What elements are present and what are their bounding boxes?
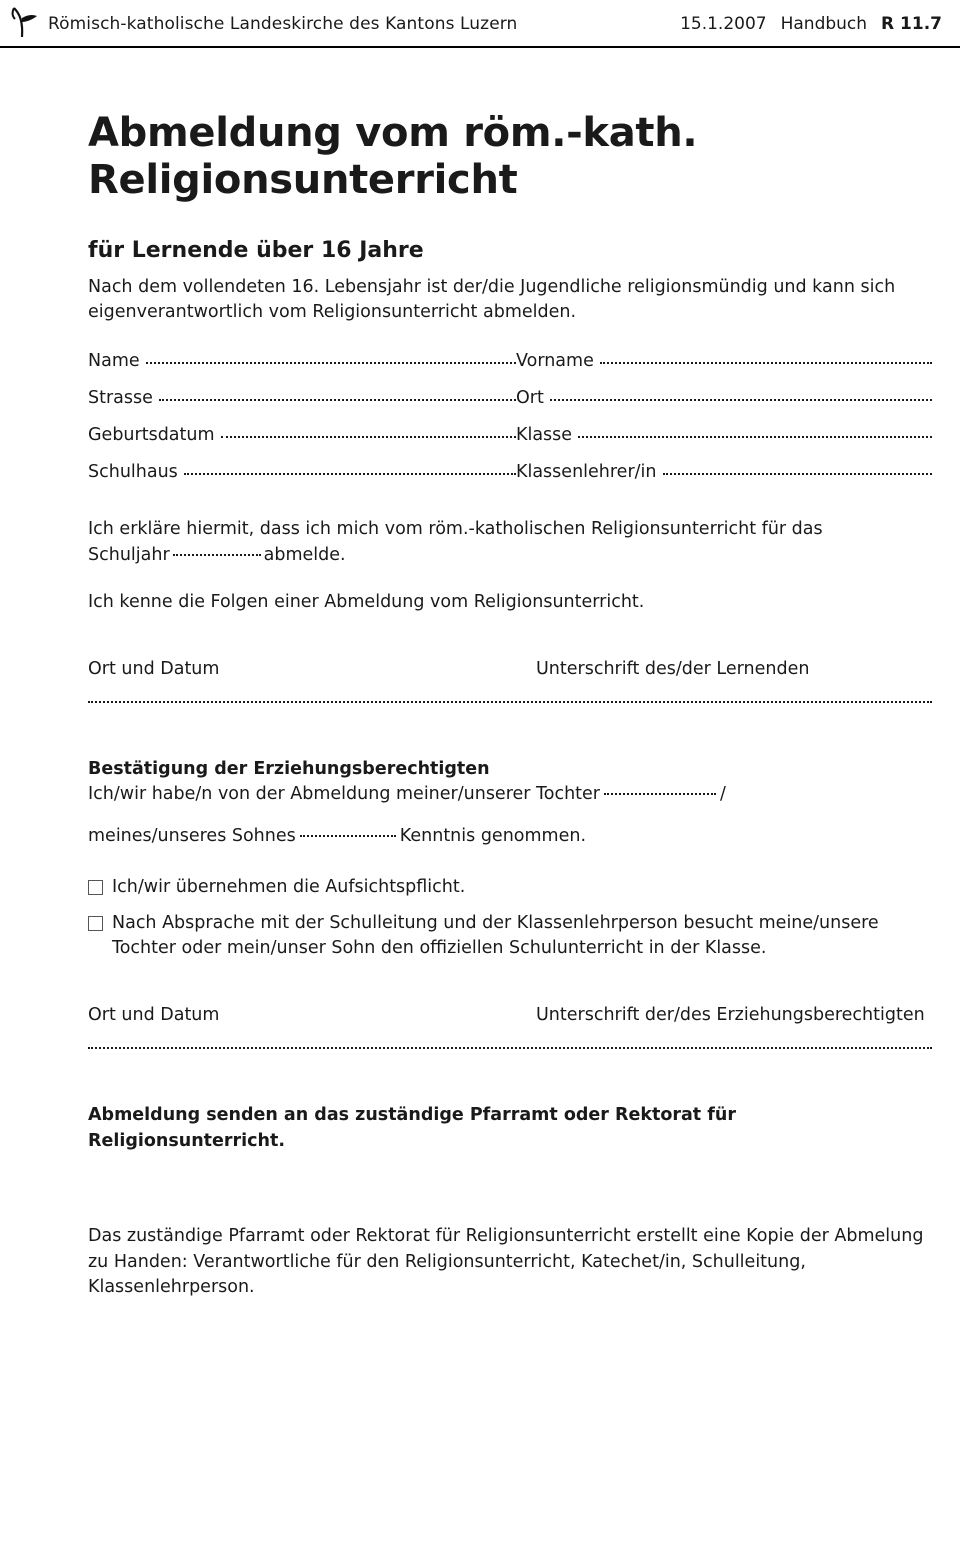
field-klasse[interactable]	[516, 425, 932, 445]
field-label-geburtsdatum: Geburtsdatum	[88, 425, 215, 446]
field-klassenlehrer[interactable]	[516, 462, 932, 482]
confirmation-checkbox-list	[88, 875, 932, 961]
document-sheet	[0, 110, 960, 1300]
page-header	[0, 0, 960, 48]
field-strasse[interactable]	[88, 388, 516, 408]
field-label-name: Name	[88, 351, 140, 372]
confirmation-section	[88, 759, 932, 962]
signature-line-student[interactable]	[88, 701, 932, 703]
field-input-tochter-name[interactable]	[604, 793, 716, 795]
field-input-strasse[interactable]	[159, 386, 516, 401]
header-manual-label: Handbuch	[780, 14, 868, 34]
signature-labels-student	[88, 659, 932, 679]
signature-label-place-date-student: Ort und Datum	[88, 658, 220, 679]
form-fields	[88, 351, 932, 482]
checkbox-icon[interactable]	[88, 916, 103, 931]
field-input-vorname[interactable]	[600, 349, 932, 364]
field-input-klassenlehrer[interactable]	[663, 460, 933, 475]
intro-paragraph: Nach dem vollendeten 16. Lebensjahr ist der/die Jugendliche religionsmündig und kann sich eigenverantwortlich vom Religionsunterricht abmelden.	[88, 277, 896, 323]
closing-instruction: Abmeldung senden an das zuständige Pfarramt oder Rektorat für Religionsunterricht.	[88, 1105, 736, 1151]
field-input-schulhaus[interactable]	[184, 460, 516, 475]
confirmation-line1-before: Ich/wir habe/n von der Abmeldung meiner/unserer Tochter	[88, 783, 600, 804]
confirmation-line2-before: meines/unseres Sohnes	[88, 826, 296, 847]
signature-label-guardian: Unterschrift der/des Erziehungsberechtigten	[536, 1005, 925, 1026]
checkbox-label-schulunterricht: Nach Absprache mit der Schulleitung und der Klassenlehrperson besucht meine/unsere Tochter oder mein/unser Sohn den offiziellen Schulunterricht in der Klasse.	[112, 912, 879, 959]
declaration-text-schuljahr-label: Schuljahr	[88, 545, 170, 566]
field-label-schulhaus: Schulhaus	[88, 462, 178, 483]
field-label-klassenlehrer: Klassenlehrer/in	[516, 462, 657, 483]
confirmation-line1-after: /	[720, 783, 726, 804]
signature-labels-guardian	[88, 1005, 932, 1025]
field-label-strasse: Strasse	[88, 388, 153, 409]
field-schulhaus[interactable]	[88, 462, 516, 482]
header-meta	[680, 14, 942, 34]
page-title-line2: Religionsunterricht	[88, 157, 518, 204]
field-label-klasse: Klasse	[516, 425, 573, 446]
checkbox-item-aufsichtspflicht[interactable]	[88, 875, 932, 900]
field-row-name	[88, 351, 932, 371]
field-ort[interactable]	[516, 388, 932, 408]
signature-label-place-date-guardian: Ort und Datum	[88, 1005, 220, 1026]
header-date: 15.1.2007	[680, 14, 767, 34]
field-input-ort[interactable]	[550, 386, 932, 401]
declaration-text-part1: Ich erkläre hiermit, dass ich mich vom röm.-katholischen Religionsunterricht für das	[88, 519, 823, 540]
page-title	[88, 110, 932, 204]
field-geburtsdatum[interactable]	[88, 425, 516, 445]
field-input-geburtsdatum[interactable]	[221, 423, 516, 438]
confirmation-heading: Bestätigung der Erziehungsberechtigten	[88, 758, 490, 779]
field-input-name[interactable]	[146, 349, 516, 364]
header-organization: Römisch-katholische Landeskirche des Kantons Luzern	[48, 14, 518, 34]
confirmation-line2-after: Kenntnis genommen.	[399, 826, 587, 847]
page-title-line1: Abmeldung vom röm.-kath.	[88, 110, 698, 156]
signature-line-guardian[interactable]	[88, 1047, 932, 1049]
checkbox-icon[interactable]	[88, 880, 103, 895]
field-label-ort: Ort	[516, 388, 544, 409]
checkbox-item-schulunterricht[interactable]	[88, 911, 932, 962]
field-name[interactable]	[88, 351, 516, 371]
field-input-schuljahr[interactable]	[173, 554, 261, 556]
page-subtitle: für Lernende über 16 Jahre	[88, 238, 424, 264]
signature-block-student	[88, 659, 932, 703]
field-label-vorname: Vorname	[516, 351, 594, 372]
document-content	[18, 110, 942, 1300]
closing-note: Das zuständige Pfarramt oder Rektorat für Religionsunterricht erstellt eine Kopie der Abmelung zu Handen: Verantwortliche für den Religionsunterricht, Katechet/in, Schulleitung, Klassenlehrperson.	[88, 1226, 924, 1297]
field-row-geburtsdatum	[88, 425, 932, 445]
bird-logo-icon	[10, 6, 40, 40]
confirmation-line-2	[88, 823, 932, 849]
declaration-consequences: Ich kenne die Folgen einer Abmeldung vom Religionsunterricht.	[88, 591, 645, 612]
field-vorname[interactable]	[516, 351, 932, 371]
field-input-klasse[interactable]	[578, 423, 932, 438]
header-divider	[0, 46, 960, 48]
field-input-sohn-name[interactable]	[300, 835, 396, 837]
field-row-schulhaus	[88, 462, 932, 482]
field-row-strasse	[88, 388, 932, 408]
confirmation-line-1	[88, 781, 932, 807]
signature-label-student: Unterschrift des/der Lernenden	[536, 658, 810, 679]
header-document-code: R 11.7	[881, 14, 942, 34]
checkbox-label-aufsichtspflicht: Ich/wir übernehmen die Aufsichtspflicht.	[112, 877, 466, 898]
declaration-paragraph	[88, 516, 878, 569]
signature-block-guardian	[88, 1005, 932, 1049]
declaration-text-part2-after: abmelde.	[263, 545, 346, 566]
